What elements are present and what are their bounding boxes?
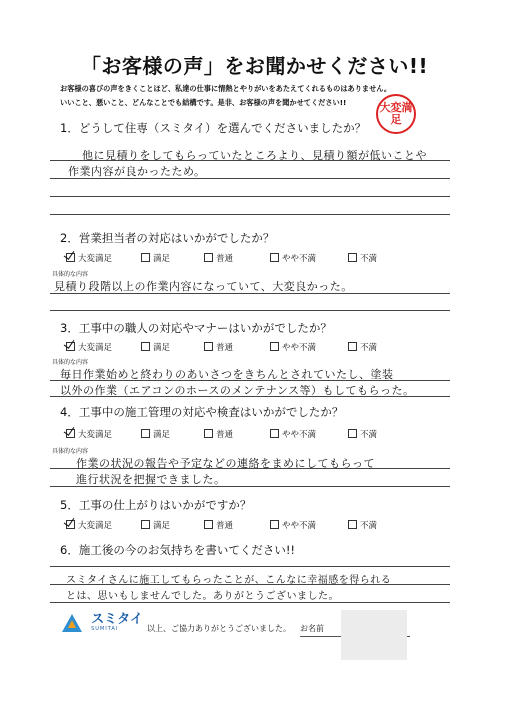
thanks-text: 以上、ご協力ありがとうございました。: [147, 624, 291, 633]
rating-option[interactable]: 大変満足: [66, 428, 112, 440]
question-4: 4．工事中の施工管理の対応や検査はいかがでしたか？: [60, 405, 344, 419]
checkbox-checked[interactable]: [66, 429, 75, 438]
rating-option[interactable]: 満足: [141, 428, 170, 440]
checkbox[interactable]: [348, 520, 357, 529]
question-5: 5．工事の仕上がりはいかがですか？: [60, 498, 252, 512]
rating-option[interactable]: 不満: [348, 252, 377, 264]
answer-1-line-1: 他に見積りをしてもらっていたところより、見積り額が低いことや: [82, 149, 427, 162]
answer-line: [50, 396, 450, 397]
checkbox[interactable]: [270, 253, 279, 262]
checkbox[interactable]: [348, 253, 357, 262]
brand-name: スミタイ: [91, 612, 143, 627]
answer-6-line-2: とは、思いもしませんでした。ありがとうございました。: [66, 591, 339, 602]
checkbox[interactable]: [204, 342, 213, 351]
rating-option[interactable]: やや不満: [270, 519, 316, 531]
answer-line: [50, 602, 450, 603]
answer-line: [50, 380, 450, 381]
rating-option[interactable]: 満足: [141, 252, 170, 264]
checkbox[interactable]: [141, 520, 150, 529]
checkbox[interactable]: [270, 342, 279, 351]
company-logo: [62, 612, 143, 632]
rating-option[interactable]: 不満: [348, 519, 377, 531]
answer-line: [50, 178, 450, 179]
rating-option[interactable]: やや不満: [270, 428, 316, 440]
checkbox[interactable]: [204, 429, 213, 438]
logo-mark-icon: [62, 614, 82, 632]
answer-1-line-2: 作業内容が良かったため。: [68, 165, 206, 178]
rating-option[interactable]: 普通: [204, 519, 233, 531]
answer-4-line-1: 作業の状況の報告や予定などの連絡をまめにしてもらって: [76, 457, 375, 470]
answer-3-line-2: 以外の作業（エアコンのホースのメンテナンス等）もしてもらった。: [60, 384, 415, 397]
rating-option[interactable]: やや不満: [270, 341, 316, 353]
answer-line: [50, 160, 450, 161]
answer-line: [50, 584, 450, 585]
checkbox[interactable]: [270, 429, 279, 438]
question-2: 2．営業担当者の対応はいかがでしたか？: [60, 231, 275, 245]
checkbox[interactable]: [270, 520, 279, 529]
checkbox-checked[interactable]: [66, 253, 75, 262]
question-6: 6．施工後の今のお気持ちを書いてください!!: [60, 543, 296, 557]
answer-line: [50, 214, 450, 215]
checkbox-checked[interactable]: [66, 342, 75, 351]
page-title: 「お客様の声」をお聞かせください!!: [80, 54, 429, 78]
answer-6-line-1: スミタイさんに施工してもらったことが、こんなに幸福感を得られる: [66, 575, 392, 586]
rating-option[interactable]: 不満: [348, 341, 377, 353]
checkbox[interactable]: [141, 253, 150, 262]
answer-4-line-2: 進行状況を把握できました。: [76, 473, 226, 486]
rating-option[interactable]: 不満: [348, 428, 377, 440]
answer-line: [50, 196, 450, 197]
rating-option[interactable]: 満足: [141, 341, 170, 353]
question-3: 3．工事中の職人の対応やマナーはいかがでしたか？: [60, 321, 332, 335]
rating-option[interactable]: 大変満足: [66, 252, 112, 264]
intro-line-1: お客様の喜びの声をきくことほど、私達の仕事に情熱とやりがいをあたえてくれるものはありません。: [60, 84, 392, 93]
answer-2-line-1: 見積り段階以上の作業内容になっていて、大変良かった。: [54, 280, 353, 293]
details-label: 具体的な内容: [52, 271, 89, 278]
rating-option[interactable]: 大変満足: [66, 519, 112, 531]
checkbox[interactable]: [348, 429, 357, 438]
satisfaction-stamp: [376, 94, 416, 134]
checkbox[interactable]: [141, 342, 150, 351]
name-redaction: [341, 610, 407, 660]
answer-line: [50, 566, 450, 567]
name-label: お名前: [300, 624, 324, 633]
answer-3-line-1: 毎日作業始めと終わりのあいさつをきちんとされていたし、塗装: [60, 368, 394, 381]
checkbox[interactable]: [204, 253, 213, 262]
checkbox-checked[interactable]: [66, 520, 75, 529]
intro-line-2: いいこと、悪いこと、どんなことでも結構です。是非、お客様の声を聞かせてください!!: [60, 98, 347, 107]
rating-option[interactable]: 大変満足: [66, 341, 112, 353]
checkbox[interactable]: [141, 429, 150, 438]
checkbox[interactable]: [204, 520, 213, 529]
rating-option[interactable]: 普通: [204, 341, 233, 353]
rating-option[interactable]: 満足: [141, 519, 170, 531]
rating-option[interactable]: 普通: [204, 428, 233, 440]
details-label: 具体的な内容: [52, 359, 89, 366]
answer-line: [50, 293, 450, 294]
rating-option[interactable]: 普通: [204, 252, 233, 264]
question-1: 1．どうして住専（スミタイ）を選んでくださいましたか？: [60, 121, 367, 135]
brand-sub: SUMITAI: [91, 626, 119, 632]
rating-option[interactable]: やや不満: [270, 252, 316, 264]
answer-line: [50, 468, 450, 469]
details-label: 具体的な内容: [52, 448, 89, 455]
stamp-text: 大変満足: [379, 101, 413, 126]
answer-line: [50, 310, 450, 311]
answer-line: [50, 486, 450, 487]
checkbox[interactable]: [348, 342, 357, 351]
